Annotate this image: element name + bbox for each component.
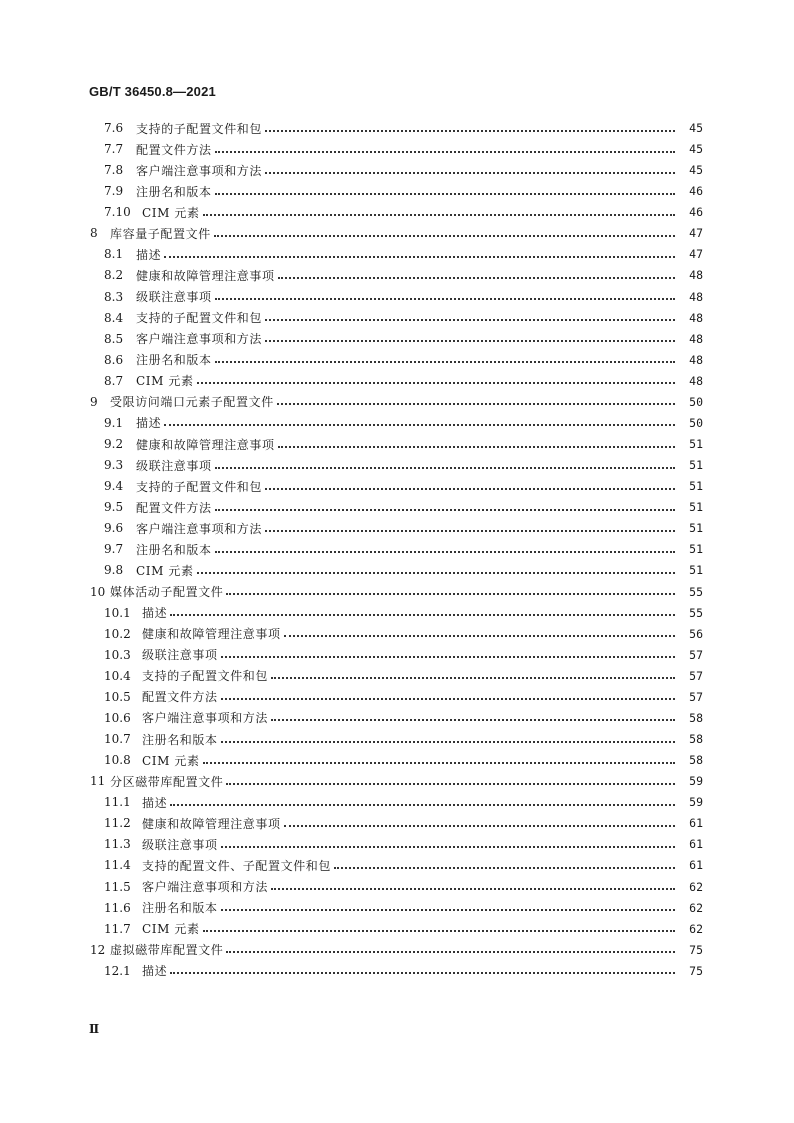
toc-dot-leader — [334, 866, 675, 869]
toc-subsection-entry[interactable] — [0, 265, 794, 285]
toc-subsection-entry[interactable] — [0, 434, 794, 454]
toc-entry-number: 11.2 — [104, 816, 131, 831]
toc-entry-title: CIM 元素 — [142, 205, 200, 220]
toc-entry-title: 级联注意事项 — [142, 837, 218, 852]
toc-entry-title: 注册名和版本 — [142, 901, 218, 916]
toc-dot-leader — [265, 529, 675, 532]
toc-entry-title: 配置文件方法 — [142, 690, 218, 705]
toc-entry-page: 75 — [689, 963, 703, 978]
toc-dot-leader — [203, 213, 675, 216]
toc-subsection-entry[interactable] — [0, 244, 794, 264]
toc-entry-page: 62 — [689, 879, 703, 894]
toc-entry-page: 51 — [689, 437, 703, 452]
toc-entry-number: 10.8 — [104, 753, 131, 768]
toc-entry-title: 虚拟磁带库配置文件 — [110, 943, 224, 958]
toc-dot-leader — [221, 845, 675, 848]
toc-entry-title: 客户端注意事项和方法 — [142, 711, 269, 726]
toc-subsection-entry[interactable] — [0, 287, 794, 307]
toc-dot-leader — [221, 655, 675, 658]
toc-entry-title: 配置文件方法 — [136, 500, 212, 515]
toc-subsection-entry[interactable] — [0, 919, 794, 939]
toc-subsection-entry[interactable] — [0, 645, 794, 665]
toc-entry-number: 9.3 — [104, 458, 124, 473]
toc-dot-leader — [284, 634, 675, 637]
toc-entry-page: 47 — [689, 226, 703, 241]
toc-dot-leader — [226, 782, 675, 785]
toc-entry-title: 支持的子配置文件和包 — [136, 121, 263, 136]
toc-dot-leader — [215, 466, 675, 469]
toc-entry-page: 61 — [689, 816, 703, 831]
toc-entry-page: 59 — [689, 795, 703, 810]
toc-entry-number: 10.2 — [104, 626, 131, 641]
toc-subsection-entry[interactable] — [0, 476, 794, 496]
toc-entry-title: 客户端注意事项和方法 — [136, 163, 263, 178]
toc-section-entry[interactable] — [0, 771, 794, 791]
toc-dot-leader — [203, 761, 675, 764]
toc-entry-page: 48 — [689, 331, 703, 346]
toc-entry-title: 库容量子配置文件 — [110, 226, 211, 241]
toc-section-entry[interactable] — [0, 392, 794, 412]
document-header-id: GB/T 36450.8—2021 — [89, 84, 216, 99]
toc-entry-title: 媒体活动子配置文件 — [110, 585, 224, 600]
toc-entry-number: 10.4 — [104, 668, 131, 683]
toc-entry-page: 45 — [689, 163, 703, 178]
toc-entry-title: 健康和故障管理注意事项 — [136, 268, 275, 283]
toc-subsection-entry[interactable] — [0, 792, 794, 812]
toc-subsection-entry[interactable] — [0, 560, 794, 580]
toc-entry-title: 支持的子配置文件和包 — [142, 669, 269, 684]
toc-dot-leader — [215, 192, 675, 195]
toc-dot-leader — [215, 150, 675, 153]
toc-entry-title: 注册名和版本 — [136, 184, 212, 199]
toc-entry-title: 支持的子配置文件和包 — [136, 479, 263, 494]
toc-entry-number: 8.6 — [104, 352, 124, 367]
toc-dot-leader — [271, 887, 675, 890]
toc-subsection-entry[interactable] — [0, 497, 794, 517]
toc-entry-title: 支持的配置文件、子配置文件和包 — [142, 858, 332, 873]
toc-dot-leader — [215, 508, 675, 511]
toc-subsection-entry[interactable] — [0, 813, 794, 833]
toc-entry-page: 56 — [689, 626, 703, 641]
toc-entry-number: 10.6 — [104, 710, 131, 725]
toc-entry-title: 健康和故障管理注意事项 — [142, 816, 281, 831]
toc-entry-number: 7.6 — [104, 121, 124, 135]
toc-entry-number: 9.4 — [104, 479, 124, 494]
toc-dot-leader — [214, 234, 675, 237]
toc-subsection-entry[interactable] — [0, 202, 794, 222]
toc-entry-page: 61 — [689, 837, 703, 852]
toc-entry-number: 10.7 — [104, 732, 131, 747]
toc-entry-page: 57 — [689, 689, 703, 704]
toc-entry-title: 客户端注意事项和方法 — [136, 521, 263, 536]
toc-dot-leader — [278, 276, 675, 279]
toc-dot-leader — [221, 908, 675, 911]
toc-entry-page: 59 — [689, 774, 703, 789]
toc-entry-number: 9.7 — [104, 542, 124, 557]
toc-subsection-entry[interactable] — [0, 181, 794, 201]
toc-entry-page: 47 — [689, 247, 703, 262]
toc-entry-page: 55 — [689, 584, 703, 599]
toc-subsection-entry[interactable] — [0, 118, 794, 138]
toc-dot-leader — [265, 129, 675, 132]
toc-entry-title: CIM 元素 — [136, 563, 194, 578]
toc-section-entry[interactable] — [0, 223, 794, 243]
toc-entry-number: 9.5 — [104, 500, 124, 515]
toc-entry-number: 8 — [90, 226, 98, 241]
toc-dot-leader — [170, 803, 675, 806]
toc-entry-page: 51 — [689, 542, 703, 557]
toc-entry-number: 7.10 — [104, 205, 131, 220]
toc-entry-number: 8.7 — [104, 373, 124, 388]
toc-entry-title: 健康和故障管理注意事项 — [142, 627, 281, 642]
toc-subsection-entry[interactable] — [0, 329, 794, 349]
toc-subsection-entry[interactable] — [0, 603, 794, 623]
toc-entry-number: 9.1 — [104, 415, 124, 430]
toc-entry-title: 注册名和版本 — [136, 353, 212, 368]
toc-entry-title: 描述 — [136, 247, 162, 262]
toc-entry-title: 级联注意事项 — [136, 290, 212, 305]
toc-entry-page: 57 — [689, 647, 703, 662]
toc-subsection-entry[interactable] — [0, 961, 794, 981]
toc-subsection-entry[interactable] — [0, 413, 794, 433]
toc-entry-page: 51 — [689, 500, 703, 515]
toc-dot-leader — [277, 402, 675, 405]
toc-entry-title: 注册名和版本 — [142, 732, 218, 747]
toc-dot-leader — [170, 613, 675, 616]
toc-entry-page: 75 — [689, 942, 703, 957]
toc-section-entry[interactable] — [0, 940, 794, 960]
toc-entry-number: 8.4 — [104, 310, 124, 325]
toc-entry-number: 8.5 — [104, 331, 124, 346]
toc-subsection-entry[interactable] — [0, 708, 794, 728]
toc-entry-page: 51 — [689, 521, 703, 536]
toc-subsection-entry[interactable] — [0, 308, 794, 328]
toc-entry-title: CIM 元素 — [142, 922, 200, 937]
toc-entry-page: 51 — [689, 563, 703, 578]
toc-entry-page: 51 — [689, 479, 703, 494]
toc-entry-title: 描述 — [142, 606, 168, 621]
toc-entry-title: CIM 元素 — [142, 753, 200, 768]
toc-entry-title: 描述 — [142, 795, 168, 810]
toc-entry-title: 支持的子配置文件和包 — [136, 311, 263, 326]
toc-entry-number: 10 — [90, 584, 106, 599]
toc-dot-leader — [215, 360, 675, 363]
toc-subsection-entry[interactable] — [0, 877, 794, 897]
toc-entry-title: 配置文件方法 — [136, 142, 212, 157]
toc-dot-leader — [265, 339, 675, 342]
toc-entry-page: 46 — [689, 205, 703, 220]
toc-subsection-entry[interactable] — [0, 898, 794, 918]
toc-subsection-entry[interactable] — [0, 518, 794, 538]
toc-dot-leader — [215, 297, 675, 300]
toc-entry-page: 45 — [689, 121, 703, 135]
toc-dot-leader — [197, 381, 675, 384]
page-number-roman: Ⅱ — [89, 1022, 100, 1036]
toc-entry-page: 62 — [689, 900, 703, 915]
toc-entry-page: 55 — [689, 605, 703, 620]
toc-dot-leader — [271, 676, 675, 679]
toc-dot-leader — [265, 318, 675, 321]
toc-entry-number: 9.6 — [104, 521, 124, 536]
toc-entry-title: 描述 — [136, 416, 162, 431]
toc-entry-number: 9 — [90, 394, 98, 409]
toc-dot-leader — [226, 592, 675, 595]
toc-entry-number: 11.4 — [104, 858, 131, 873]
toc-entry-title: CIM 元素 — [136, 374, 194, 389]
toc-entry-number: 7.7 — [104, 142, 124, 157]
toc-entry-page: 58 — [689, 710, 703, 725]
toc-dot-leader — [284, 824, 675, 827]
toc-dot-leader — [271, 718, 675, 721]
toc-subsection-entry[interactable] — [0, 666, 794, 686]
toc-entry-number: 10.5 — [104, 689, 131, 704]
toc-entry-page: 57 — [689, 668, 703, 683]
toc-dot-leader — [203, 929, 675, 932]
toc-entry-page: 58 — [689, 753, 703, 768]
toc-entry-title: 健康和故障管理注意事项 — [136, 437, 275, 452]
toc-subsection-entry[interactable] — [0, 687, 794, 707]
toc-subsection-entry[interactable] — [0, 750, 794, 770]
toc-entry-number: 11 — [90, 774, 106, 789]
toc-subsection-entry[interactable] — [0, 160, 794, 180]
toc-dot-leader — [265, 171, 675, 174]
toc-subsection-entry[interactable] — [0, 855, 794, 875]
toc-entry-page: 51 — [689, 458, 703, 473]
toc-entry-page: 48 — [689, 289, 703, 304]
toc-dot-leader — [226, 950, 675, 953]
toc-entry-number: 9.8 — [104, 563, 124, 578]
toc-section-entry[interactable] — [0, 582, 794, 602]
toc-entry-number: 9.2 — [104, 437, 124, 452]
toc-entry-title: 客户端注意事项和方法 — [142, 880, 269, 895]
toc-entry-number: 8.1 — [104, 247, 124, 262]
toc-entry-number: 10.1 — [104, 605, 131, 620]
toc-entry-page: 48 — [689, 373, 703, 388]
toc-entry-number: 11.7 — [104, 921, 131, 936]
toc-entry-number: 8.2 — [104, 268, 124, 283]
toc-entry-page: 45 — [689, 142, 703, 157]
toc-entry-page: 61 — [689, 858, 703, 873]
toc-subsection-entry[interactable] — [0, 455, 794, 475]
toc-dot-leader — [221, 740, 675, 743]
toc-entry-title: 级联注意事项 — [142, 648, 218, 663]
toc-subsection-entry[interactable] — [0, 139, 794, 159]
toc-entry-number: 7.9 — [104, 184, 124, 199]
toc-entry-title: 分区磁带库配置文件 — [110, 774, 224, 789]
toc-entry-title: 客户端注意事项和方法 — [136, 332, 263, 347]
toc-subsection-entry[interactable] — [0, 539, 794, 559]
toc-entry-number: 11.1 — [104, 795, 131, 810]
toc-subsection-entry[interactable] — [0, 624, 794, 644]
toc-entry-number: 11.3 — [104, 837, 131, 852]
toc-subsection-entry[interactable] — [0, 834, 794, 854]
toc-entry-number: 11.5 — [104, 879, 131, 894]
toc-dot-leader — [215, 550, 675, 553]
toc-entry-number: 12 — [90, 942, 106, 957]
toc-entry-number: 11.6 — [104, 900, 131, 915]
toc-entry-page: 48 — [689, 268, 703, 283]
toc-dot-leader — [278, 445, 675, 448]
toc-entry-number: 8.3 — [104, 289, 124, 304]
toc-entry-page: 48 — [689, 352, 703, 367]
toc-entry-number: 7.8 — [104, 163, 124, 178]
toc-entry-page: 46 — [689, 184, 703, 199]
toc-entry-title: 注册名和版本 — [136, 542, 212, 557]
toc-entry-number: 12.1 — [104, 963, 131, 978]
toc-entry-page: 50 — [689, 394, 703, 409]
toc-subsection-entry[interactable] — [0, 371, 794, 391]
toc-subsection-entry[interactable] — [0, 729, 794, 749]
toc-dot-leader — [221, 697, 675, 700]
toc-dot-leader — [164, 423, 675, 426]
toc-dot-leader — [170, 971, 675, 974]
toc-entry-title: 级联注意事项 — [136, 458, 212, 473]
toc-entry-title: 受限访问端口元素子配置文件 — [110, 395, 274, 410]
toc-entry-page: 58 — [689, 732, 703, 747]
toc-dot-leader — [265, 487, 675, 490]
toc-subsection-entry[interactable] — [0, 350, 794, 370]
toc-entry-page: 48 — [689, 310, 703, 325]
toc-dot-leader — [164, 255, 675, 258]
toc-entry-page: 62 — [689, 921, 703, 936]
toc-entry-page: 50 — [689, 415, 703, 430]
toc-entry-number: 10.3 — [104, 647, 131, 662]
toc-dot-leader — [197, 571, 675, 574]
toc-entry-title: 描述 — [142, 964, 168, 979]
